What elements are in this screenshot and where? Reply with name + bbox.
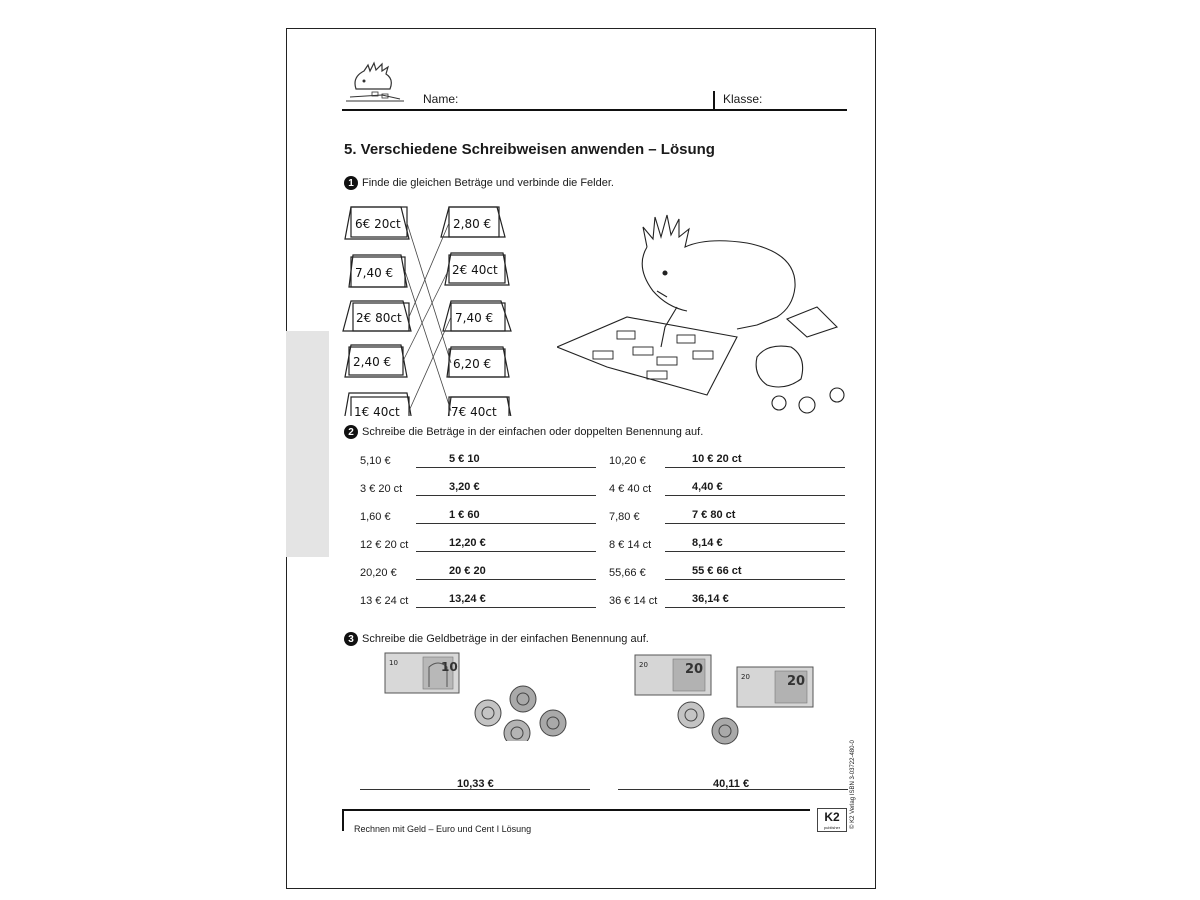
svg-text:20: 20 — [787, 674, 806, 689]
answer-value: 10 € 20 ct — [692, 453, 742, 465]
answer-line — [416, 551, 596, 552]
left-card-text-3: 2€ 80ct — [356, 311, 402, 325]
task1-instruction: Finde die gleichen Beträge und verbinde die Felder. — [362, 177, 614, 189]
given-value: 10,20 € — [609, 455, 646, 467]
answer-line — [416, 607, 596, 608]
right-card-text-2: 2€ 40ct — [452, 263, 498, 277]
footer-divider — [342, 809, 344, 831]
given-value: 4 € 40 ct — [609, 483, 652, 495]
copyright-notice: © K2 Verlag ISBN 3-03722-480-0 — [850, 740, 856, 829]
answer-value: 13,24 € — [449, 593, 486, 605]
matching-cards — [341, 201, 531, 416]
task3-instruction: Schreibe die Geldbeträge in der einfachen Benennung auf. — [362, 633, 649, 645]
page-title: 5. Verschiedene Schreibweisen anwenden – Lösung — [344, 141, 715, 158]
left-card-text-1: 6€ 20ct — [355, 217, 401, 231]
task1-number: 1 — [344, 176, 358, 190]
right-card-text-3: 7,40 € — [455, 311, 494, 325]
right-card-text-5: 7€ 40ct — [451, 405, 497, 416]
class-label: Klasse: — [723, 92, 763, 106]
answer-value: 7 € 80 ct — [692, 509, 736, 521]
answer-value: 3,20 € — [449, 481, 480, 493]
note-value: 20 — [639, 661, 648, 669]
ten-euro-note-icon — [385, 653, 459, 693]
task2-number: 2 — [344, 425, 358, 439]
task3-number: 3 — [344, 632, 358, 646]
k2-logo — [817, 808, 847, 832]
answer-line — [416, 523, 596, 524]
twenty-euro-note-icon — [737, 667, 813, 707]
given-value: 36 € 14 ct — [609, 595, 658, 607]
left-card-text-4: 2,40 € — [353, 355, 392, 369]
left-card-text-2: 7,40 € — [355, 266, 394, 280]
answer-line — [416, 495, 596, 496]
coin-icons — [475, 686, 566, 741]
answer-value: 55 € 66 ct — [692, 565, 742, 577]
given-value: 13 € 24 ct — [360, 595, 409, 607]
logo-text: K2 — [824, 810, 840, 824]
answer-value: 12,20 € — [449, 537, 486, 549]
answer-line — [665, 551, 845, 552]
footer-rule — [342, 809, 810, 811]
right-money-group — [633, 649, 823, 749]
answer-line — [665, 579, 845, 580]
hedgehog-illustration — [557, 207, 857, 417]
answer-line — [416, 579, 596, 580]
given-value: 12 € 20 ct — [360, 539, 409, 551]
header-divider — [713, 91, 715, 110]
name-label: Name: — [423, 92, 459, 106]
connection-lines — [403, 223, 451, 411]
given-value: 8 € 14 ct — [609, 539, 652, 551]
note-value: 20 — [741, 673, 750, 681]
svg-text:20: 20 — [685, 662, 704, 677]
twenty-euro-note-icon — [635, 655, 711, 695]
answer-value: 8,14 € — [692, 537, 723, 549]
answer-line — [665, 495, 845, 496]
given-value: 55,66 € — [609, 567, 646, 579]
answer-line — [665, 523, 845, 524]
footer-text: Rechnen mit Geld – Euro und Cent I Lösung — [354, 824, 532, 834]
answer-value: 4,40 € — [692, 481, 723, 493]
side-tab — [286, 331, 329, 557]
logo-subtext: publisher — [823, 825, 841, 830]
task3-instruction-row — [344, 632, 649, 646]
task2-instruction: Schreibe die Beträge in der einfachen oder doppelten Benennung auf. — [362, 426, 704, 438]
header-rule — [342, 109, 847, 111]
note-value: 10 — [389, 659, 398, 667]
right-answer: 40,11 € — [713, 778, 750, 790]
task1-instruction-row — [344, 176, 614, 190]
answer-value: 36,14 € — [692, 593, 729, 605]
answer-value: 1 € 60 — [449, 509, 480, 521]
answer-value: 5 € 10 — [449, 453, 480, 465]
given-value: 3 € 20 ct — [360, 483, 403, 495]
worksheet-page — [286, 28, 876, 889]
right-card-text-1: 2,80 € — [453, 217, 492, 231]
given-value: 7,80 € — [609, 511, 640, 523]
answer-line — [665, 467, 845, 468]
answer-line — [416, 467, 596, 468]
answer-value: 20 € 20 — [449, 565, 486, 577]
left-card-text-5: 1€ 40ct — [354, 405, 400, 416]
svg-text:10: 10 — [441, 660, 458, 674]
hedgehog-header-icon — [342, 59, 412, 107]
answer-line — [665, 607, 845, 608]
left-money-group — [383, 651, 573, 741]
given-value: 20,20 € — [360, 567, 397, 579]
left-answer: 10,33 € — [457, 778, 494, 790]
task2-instruction-row — [344, 425, 703, 439]
given-value: 1,60 € — [360, 511, 391, 523]
coin-icons — [678, 702, 738, 744]
right-card-text-4: 6,20 € — [453, 357, 492, 371]
given-value: 5,10 € — [360, 455, 391, 467]
